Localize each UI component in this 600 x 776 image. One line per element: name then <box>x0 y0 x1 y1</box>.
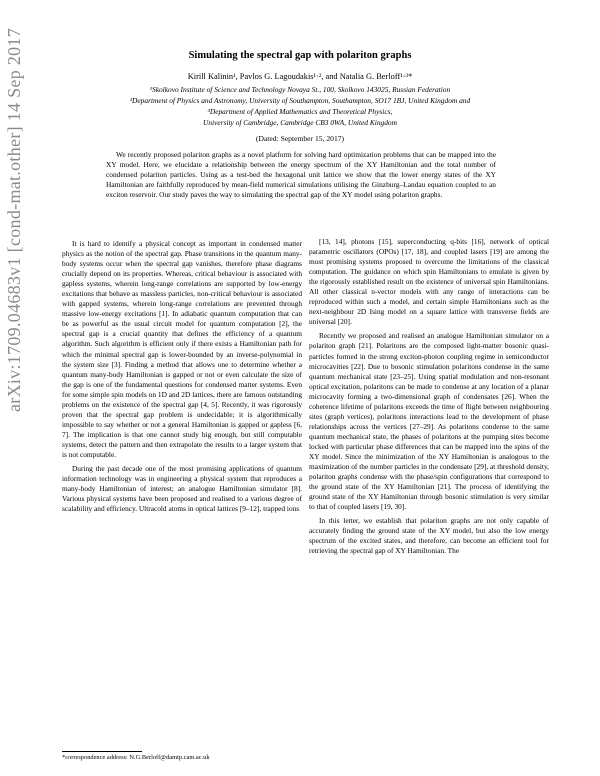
paragraph: Recently we proposed and realised an analogue Hamiltonian simulator on a polariton graph [21]. Polaritons are the composed light-matter bosonic quasi-particles formed in the strong exciton-photon coupling regime in semiconductor microcavities [22]. Due to bosonic stimulation polaritons condense in the same quantum mechanical state [23–25]. Using spatial modulation and non-resonant optical excitation, polaritons can be made to condense at any location of a planar microcavity forming a two-dimensional graph of condensates [26]. When the coherence lifetime of polaritons exceeds the time of flight between neighbouring sites (graph vertices), polaritons interactions lead to the development of phase relationships across the vertices [27–29]. As polaritons condense to the same quantum mechanical state, the phases of polaritons at the pumping sites become locked with particular phase differences that can be mapped into the spins of the XY model. Since the minimization of the XY Hamiltonian is analogous to the maximization of the number particles in the condensate [29], at threshold density, polariton graphs condense with the phase/spin configurations that correspond to the ground state of the XY Hamiltonian [21]. The process of identifying the ground state of the XY Hamiltonian through bosonic stimulation is very similar to that of coupled lasers [19, 30]. <box>309 331 549 512</box>
footnote-rule <box>62 751 142 752</box>
date-line: (Dated: September 15, 2017) <box>255 134 345 143</box>
affiliation-4 <box>60 118 540 128</box>
paragraph: [13, 14], photons [15], superconducting q-bits [16], network of optical parametric oscillators (OPOs) [17, 18], and coupled lasers [19] are among the most promising systems proposed to overcome the limitations of the classical computation. The guidance on which spin Hamiltonians to emulate is given by the rigorously established result on the existence of universal spin Hamiltonians. All other classical n-vector models with any range of interactions can be reproduced within such a model, and certain simple Hamiltonians such as the next-neighbour 2D Ising model on a square lattice with transverse fields are universal [20]. <box>309 237 549 327</box>
footnote: *correspondence address: N.G.Berloff@damtp.cam.ac.uk <box>62 754 210 761</box>
affiliation-2 <box>60 96 540 106</box>
paper-title: Simulating the spectral gap with polariton graphs <box>188 50 412 61</box>
author-list: Kirill Kalinin¹, Pavlos G. Lagoudakis¹·², and Natalia G. Berloff¹·³* <box>187 72 413 81</box>
paragraph: In this letter, we establish that polariton graphs are not only capable of accurately finding the ground state of the XY model, but also the low energy spectrum of the excited states, and therefore, can become an efficient tool for retrieving the spectral gap of XY Hamiltonian. The <box>309 516 549 556</box>
affiliation-3 <box>60 107 540 117</box>
paragraph: During the past decade one of the most promising applications of quantum information technology was in engineering a physical system that reproduces a many-body Hamiltonian of interest; an analogue Hamiltonian simulator [8]. Various physical systems have been proposed and realised to a various degree of scalability and efficiency. Ultracold atoms in optical lattices [9–12], trapped ions <box>62 464 302 514</box>
arxiv-identifier: arXiv:1709.04683v1 [cond-mat.other] 14 Sep 2017 <box>4 27 24 413</box>
affiliation-1 <box>60 85 540 95</box>
affiliation-line: ²Department of Physics and Astronomy, University of Southampton, Southampton, SO17 1BJ, United Kingdom and <box>129 96 471 105</box>
paragraph: It is hard to identify a physical concept as important in condensed matter physics as the notion of the spectral gap. Phase transitions in the quantum many-body systems occur when the spectral gap vanishes, therefore phase diagrams crucially depend on its properties. Whereas, critical behaviour is associated with gapless systems, wherein long-range correlations are supported by low-energy excitations that behave as massless particles, non-critical behaviour is associated with gapped systems, wherein long-range correlations are prevented through massive low-energy excitations [1]. In adiabatic quantum computation that can be as powerful as the usual circuit model for quantum computation [2], the spectral gap is a crucial quantity that defines the efficiency of a quantum algorithm. Such algorithm is efficient only if there exists a Hamiltonian path for which the minimal spectral gap is lower-bounded by an inverse-polynomial in the system size [3]. Finding a method that allows one to determine whether a quantum many-body Hamiltonian is gapped or not or even calculate the size of the gap is one of the fundamental questions for condensed matter systems. Even for some simple spin models on 1D and 2D lattices, there are famous outstanding problems on the existence of the spectral gap [4, 5]. Recently, it was rigorously proven that the spectral gap problem is undecidable; it is algorithmically impossible to say whether or not a general Hamiltonian is gapped or gapless [6, 7]. The implication is that one cannot study big enough, but still computable systems, detect the pattern and then extrapolate the results to a larger system that is not computable. <box>62 239 302 459</box>
affiliation-line: ¹Skolkovo Institute of Science and Technology Novaya St., 100, Skolkovo 143025, Russian Federation <box>149 85 451 94</box>
body-column-left <box>62 239 302 719</box>
affiliation-line: ³Department of Applied Mathematics and Theoretical Physics, <box>207 107 393 116</box>
abstract: We recently proposed polariton graphs as a novel platform for solving hard optimization problems that can be mapped into the XY model. Here, we elucidate a relationship between the energy spectrum of the XY Hamiltonian and the total number of condensed polariton particles. Using as a test-bed the hexagonal unit lattice we show that the lower energy states of the XY Hamiltonian are faithfully reproduced by mean-field numerical simulations utilising the Ginzburg–Landau equation coupled to an exciton reservoir. Our study paves the way to simulating the spectral gap of the XY model using polariton graphs. <box>106 150 496 200</box>
affiliation-line: University of Cambridge, Cambridge CB3 0WA, United Kingdom <box>203 118 397 127</box>
body-column-right <box>309 237 549 771</box>
